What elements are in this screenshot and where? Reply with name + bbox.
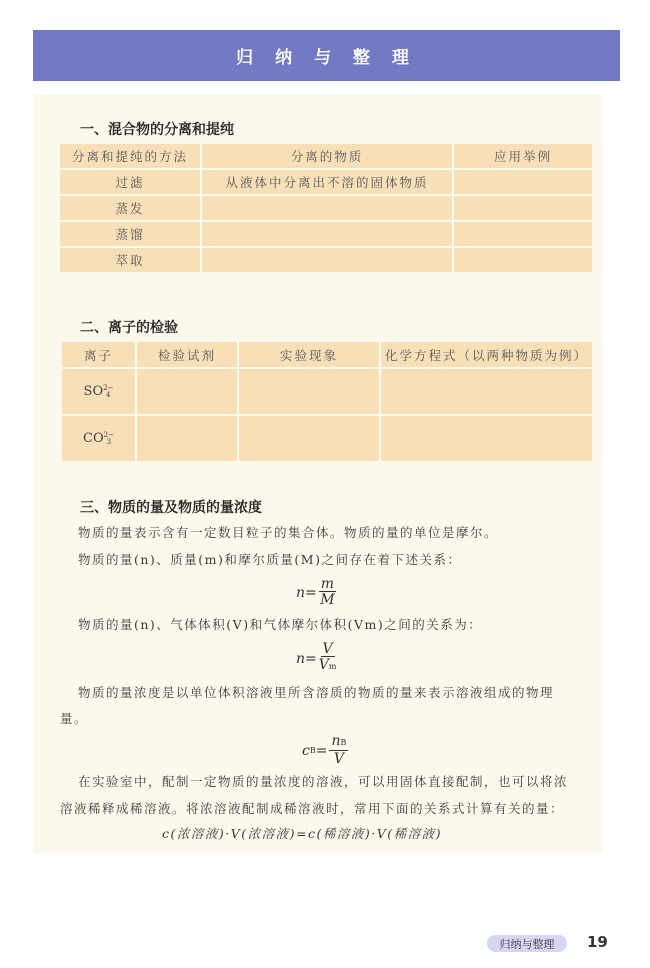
footer-section-tag: 归纳与整理: [487, 935, 567, 952]
header-cell: 实验现象: [238, 341, 380, 368]
table-cell: [380, 368, 593, 415]
table-cell: [136, 415, 238, 462]
table-cell: [136, 368, 238, 415]
ion-test-table: [60, 340, 594, 463]
ion-cell-carbonate: CO 2− 3: [61, 415, 136, 462]
header-cell: 化学方程式（以两种物质为例）: [380, 341, 593, 368]
paragraph: 量。: [60, 711, 89, 726]
section-banner: [33, 30, 620, 81]
ion-cell-sulfate: SO 2− 4: [61, 368, 136, 415]
paragraph: 物质的量(n)、气体体积(V)和气体摩尔体积(Vm)之间的关系为：: [78, 617, 483, 632]
section3-heading: 三、物质的量及物质的量浓度: [80, 500, 262, 516]
header-cell: 检验试剂: [136, 341, 238, 368]
paragraph: 在实验室中，配制一定物质的量浓度的溶液，可以用固体直接配制，也可以将浓: [78, 774, 569, 789]
formula-n-V-Vm: n= $\frac{V}{Vm}$: [296, 641, 337, 673]
table-row: [59, 195, 593, 221]
table-header-row: [59, 143, 593, 169]
paragraph: 物质的量表示含有一定数目粒子的集合体。物质的量的单位是摩尔。: [78, 525, 499, 540]
section2-heading: 二、离子的检验: [80, 320, 178, 336]
page-number: 19: [587, 933, 608, 951]
section1-heading: 一、混合物的分离和提纯: [80, 122, 234, 138]
paragraph: 溶液稀释成稀溶液。将浓溶液配制成稀溶液时，常用下面的关系式计算有关的量：: [60, 801, 565, 816]
table-cell: 萃取: [59, 247, 201, 273]
separation-methods-table: [58, 142, 594, 274]
table-cell: [238, 368, 380, 415]
table-row: [61, 415, 593, 462]
paragraph: 物质的量(n)、质量(m)和摩尔质量(M)之间存在着下述关系：: [78, 552, 462, 567]
table-cell: [380, 415, 593, 462]
table-cell: 从液体中分离出不溶的固体物质: [201, 169, 453, 195]
banner-title: 归 纳 与 整 理: [236, 48, 417, 68]
table-row: [59, 221, 593, 247]
table-header-row: [61, 341, 593, 368]
header-cell: 应用举例: [453, 143, 593, 169]
table-row: [59, 247, 593, 273]
table-cell: [453, 221, 593, 247]
table-cell: [238, 415, 380, 462]
table-row: [59, 169, 593, 195]
header-cell: 分离和提纯的方法: [59, 143, 201, 169]
formula-cB: c B = $\frac{nB}{V}$: [302, 733, 347, 767]
table-cell: [201, 195, 453, 221]
header-cell: 离子: [61, 341, 136, 368]
table-cell: 过滤: [59, 169, 201, 195]
dilution-formula: c(浓溶液)·V(浓溶液)=c(稀溶液)·V(稀溶液): [162, 826, 442, 841]
table-cell: [453, 247, 593, 273]
header-cell: 分离的物质: [201, 143, 453, 169]
table-cell: 蒸发: [59, 195, 201, 221]
table-cell: [453, 169, 593, 195]
paragraph: 物质的量浓度是以单位体积溶液里所含溶质的物质的量来表示溶液组成的物理: [78, 685, 555, 700]
table-cell: [201, 247, 453, 273]
table-row: [61, 368, 593, 415]
table-cell: 蒸馏: [59, 221, 201, 247]
table-cell: [201, 221, 453, 247]
formula-n-m-M: n= $\frac{m}{M}$: [296, 576, 335, 608]
table-cell: [453, 195, 593, 221]
